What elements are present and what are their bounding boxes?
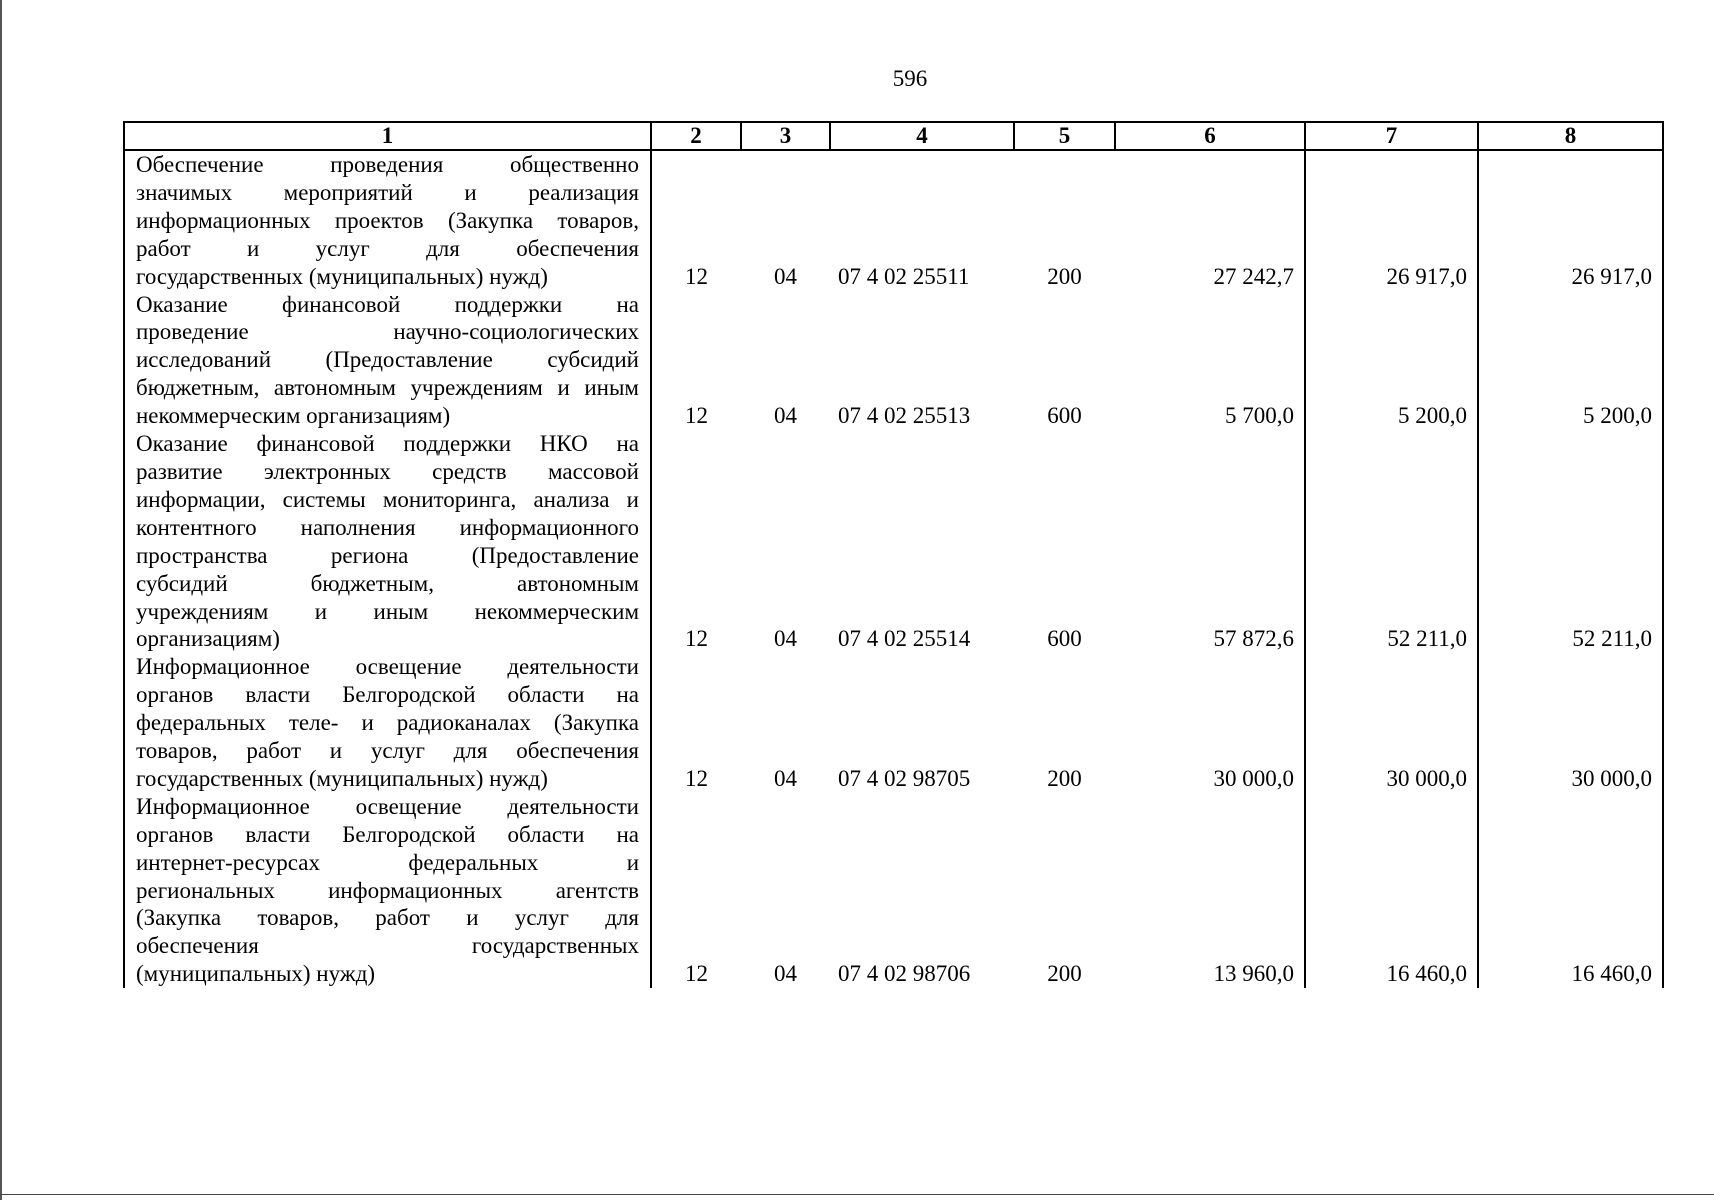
cell-subsection: 04 [774, 403, 797, 429]
cell-target-article: 07 4 02 25513 [838, 403, 971, 429]
description-line: проведение научно-социологических [136, 319, 639, 345]
scan-bottom-edge [0, 1194, 1714, 1195]
description-line: информационных проектов (Закупка товаров, [136, 207, 639, 233]
cell-amount-2: 52 211,0 [1305, 430, 1478, 653]
description-line: обеспечения государственных [136, 933, 639, 959]
cell-section: 12 [651, 793, 741, 988]
description-line: бюджетным, автономным учреждениям и иным [136, 375, 639, 401]
cell-amount-3: 30 000,0 [1478, 653, 1663, 793]
table-row [124, 793, 1663, 988]
cell-expense-type: 600 [1047, 626, 1082, 652]
cell-section: 12 [651, 430, 741, 653]
cell-amount-2: 30 000,0 [1305, 653, 1478, 793]
cell-expense-type: 200 [1047, 263, 1082, 289]
description-line: государственных (муниципальных) нужд) [136, 263, 548, 289]
row-description [124, 653, 651, 793]
header-col-7: 7 [1305, 122, 1478, 150]
description-line: пространства региона (Предоставление [136, 542, 639, 568]
budget-table [123, 121, 1664, 988]
description-line: развитие электронных средств массовой [136, 458, 639, 484]
cell-amount-1: 5 700,0 [1115, 291, 1305, 431]
cell-subsection: 04 [774, 626, 797, 652]
header-col-4: 4 [830, 122, 1014, 150]
header-col-2: 2 [651, 122, 741, 150]
description-line: федеральных теле- и радиоканалах (Закупка [136, 710, 639, 736]
cell-expense-type: 600 [1047, 403, 1082, 429]
cell-amount-1: 57 872,6 [1115, 430, 1305, 653]
row-description [124, 793, 651, 988]
header-col-8: 8 [1478, 122, 1663, 150]
description-line: учреждениям и иным некоммерческим [136, 598, 639, 624]
cell-target-article: 07 4 02 98705 [838, 765, 971, 791]
header-col-6: 6 [1115, 122, 1305, 150]
scan-left-edge [0, 0, 2, 1200]
description-line: некоммерческим организациям) [136, 403, 451, 429]
row-description [124, 430, 651, 653]
table-row [124, 150, 1663, 291]
description-line: региональных информационных агентств [136, 877, 639, 903]
description-line: Обеспечение проведения общественно [136, 152, 639, 177]
page-number: 596 [892, 66, 928, 91]
description-line: работ и услуг для обеспечения [136, 235, 639, 261]
description-line: контентного наполнения информационного [136, 514, 639, 540]
cell-amount-3: 52 211,0 [1478, 430, 1663, 653]
cell-expense-type: 200 [1047, 765, 1082, 791]
description-line: Оказание финансовой поддержки НКО на [136, 431, 639, 457]
description-line: субсидий бюджетным, автономным [136, 570, 639, 596]
cell-section: 12 [651, 150, 741, 291]
cell-amount-1: 13 960,0 [1115, 793, 1305, 988]
description-line: организациям) [136, 626, 280, 652]
row-description [124, 150, 651, 291]
cell-subsection: 04 [774, 765, 797, 791]
description-line: Информационное освещение деятельности [136, 654, 639, 680]
table-row [124, 653, 1663, 793]
description-line: интернет-ресурсах федеральных и [136, 849, 639, 875]
cell-amount-3: 5 200,0 [1478, 291, 1663, 431]
cell-amount-2: 26 917,0 [1305, 150, 1478, 291]
cell-amount-2: 16 460,0 [1305, 793, 1478, 988]
table-header-row [124, 122, 1663, 150]
cell-expense-type: 200 [1047, 961, 1082, 987]
description-line: информации, системы мониторинга, анализа и [136, 486, 639, 512]
cell-amount-3: 16 460,0 [1478, 793, 1663, 988]
header-col-5: 5 [1014, 122, 1115, 150]
cell-amount-3: 26 917,0 [1478, 150, 1663, 291]
description-line: (муниципальных) нужд) [136, 961, 376, 987]
cell-subsection: 04 [774, 263, 797, 289]
cell-target-article: 07 4 02 25514 [838, 626, 971, 652]
cell-amount-2: 5 200,0 [1305, 291, 1478, 431]
description-line: Информационное освещение деятельности [136, 793, 639, 819]
row-description [124, 291, 651, 431]
cell-amount-1: 27 242,7 [1115, 150, 1305, 291]
description-line: органов власти Белгородской области на [136, 682, 639, 708]
cell-section: 12 [651, 291, 741, 431]
header-col-1: 1 [124, 122, 651, 150]
description-line: (Закупка товаров, работ и услуг для [136, 905, 639, 931]
description-line: исследований (Предоставление субсидий [136, 347, 639, 373]
description-line: товаров, работ и услуг для обеспечения [136, 738, 639, 764]
description-line: государственных (муниципальных) нужд) [136, 765, 548, 791]
header-col-3: 3 [741, 122, 830, 150]
cell-subsection: 04 [774, 961, 797, 987]
table-row [124, 291, 1663, 431]
cell-target-article: 07 4 02 98706 [838, 961, 971, 987]
description-line: органов власти Белгородской области на [136, 821, 639, 847]
cell-section: 12 [651, 653, 741, 793]
cell-amount-1: 30 000,0 [1115, 653, 1305, 793]
description-line: Оказание финансовой поддержки на [136, 291, 639, 317]
description-line: значимых мероприятий и реализация [136, 179, 639, 205]
cell-target-article: 07 4 02 25511 [838, 263, 970, 289]
table-row [124, 430, 1663, 653]
